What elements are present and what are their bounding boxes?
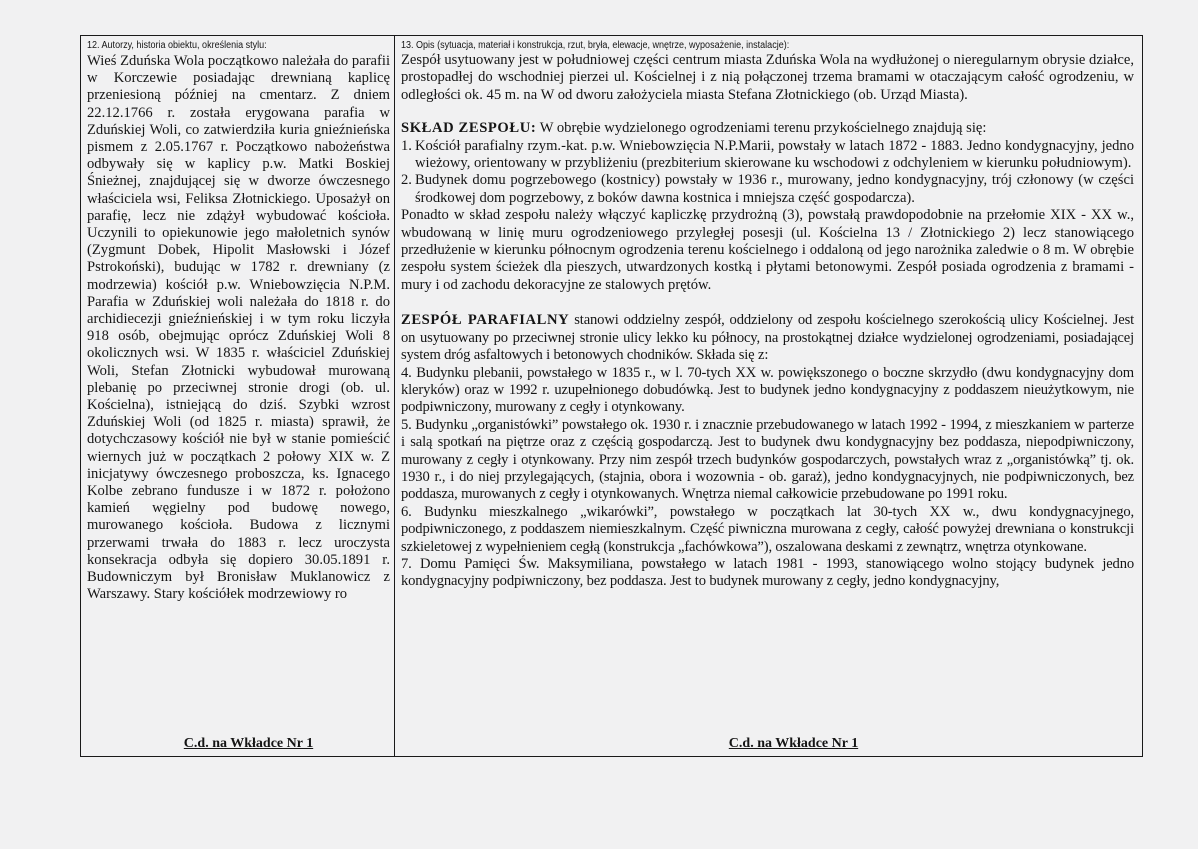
paragraph-5: 5. Budynku „organistówki” powstałego ok. 1930 r. i znacznie przebudowanego w latach 1992 - 1994, z mieszkaniem w parterze i salą spotkań na piętrze oraz z częścią gospodarczą. Jest to budynek dwu kondygnacyjny bez poddasza, niepodpiwniczony, murowany z cegły i otynkowany. Przy nim zespół trzech budynków gospodarczych, powstałych wraz z „organistówką” tj. ok. 1930 r., i do niej przylegających, (stajnia, obora i wozownia - ob. garaż), jedno kondygnacyjnych, nie podpiwniczonych, bez poddasza, murowanych z cegły i otynkowanych. Wnętrza niemal całkowicie przebudowane po 1991 roku. — [401, 416, 1134, 503]
list-item: 1. Kościół parafialny rzym.-kat. p.w. Wniebowzięcia N.P.Marii, powstały w latach 1872 - 1883. Jedno kondygnacyjny, jedno wieżowy, orientowany w przybliżeniu (prezbiterium skierowane ku wschodowi z odchyleniem w kierunku południowym). — [401, 137, 1134, 172]
history-text: Wieś Zduńska Wola początkowo należała do parafii w Korczewie posiadając drewnianą kaplicę przeniesioną później na cmentarz. Z dniem 22.12.1766 r. została erygowana parafia w Zduńskiej Woli, co zatwierdziła kuria gnieźnieńska pismem z 2.05.1767 r. Początkowo nabożeństwa odbywały się w kaplicy p.w. Matki Boskiej Śnieżnej, znajdującej się w dworze ówczesnego właściciela wsi, Feliksa Złotnickiego. Uposażył on parafię, lecz nie zdążył wybudować kościoła. Uczynili to opiekunowie jego małoletnich synów (Zygmunt Dobek, Hipolit Masłowski i Józef Pstrokoński), budując w 1782 r. drewniany (z modrzewia) kościół p.w. Wniebowzięcia N.P.M. Parafia w Zduńskiej woli należała do 1818 r. do archidiecezji gnieźnieńskiej i w tym roku liczyła 918 osób, obejmując oprócz Zduńskiej Woli 8 okolicznych wsi. W 1835 r. właściciel Zduńskiej Woli, Stefan Złotnicki wybudował murowaną plebanię po przeciwnej stronie drogi (ob. ul. Kościelna), istniejącą do dziś. Szybki wzrost Zduńskiej Woli (od 1825 r. miasta) sprawił, że dotychczasowy kościół nie był w stanie pomieścić wiernych już w początkach 2 połowy XIX w. Z inicjatywy ówczesnego proboszcza, ks. Ignacego Kolbe zebrano fundusze i w 1872 r. położono kamień węgielny pod budowę nowego, murowanego kościoła. Budowa z licznymi przerwami trwała do 1883 r. lecz uroczysta konsekracja odbyła się dopiero 30.05.1891 r. Budowniczym był Bronisław Muklanowicz z Warszawy. Stary kościółek modrzewiowy ro — [87, 53, 390, 603]
ponadto-paragraph: Ponadto w skład zespołu należy włączyć kapliczkę przydrożną (3), powstałą prawdopodobnie na przełomie XIX - XX w., wbudowaną w linię muru ogrodzeniowego przyległej posesji (ul. Kościelna 13 / Złotnickiego 2) lecz stanowiącego przedłużenie w kierunku północnym ogrodzenia terenu kościelnego i oddaloną od jego narożnika zaledwie o 8 m. W obrębie zespołu system ścieżek dla pieszych, utwardzonych kostką i płytami betonowymi. Zespół posiada ogrodzenia z bramami - mury i od zachodu dekoracyjne ze stalowych prętów. — [401, 207, 1134, 293]
history-column — [81, 36, 395, 756]
form-frame — [80, 35, 1143, 757]
description-column — [395, 36, 1142, 756]
list-item: 2. Budynek domu pogrzebowego (kostnicy) powstały w 1936 r., murowany, jedno kondygnacyjny, trój członowy (w części środkowej dom pogrzebowy, z boków dawna kostnica i mniejsza część gospodarcza). — [401, 172, 1134, 206]
sklad-intro: W obrębie wydzielonego ogrodzeniami terenu przykościelnego znajdują się: — [539, 120, 987, 137]
description-continuation-note: C.d. na Wkładce Nr 1 — [728, 736, 859, 751]
site-description: Zespół usytuowany jest w południowej części centrum miasta Zduńska Wola na wydłużonej o nieregularnym obrysie działce, prostopadłej do wschodniej pierzei ul. Kościelnej i z nią połączonej trzema bramami w otaczającym całość ogrodzeniu, w odległości ok. 45 m. na W od dworu założyciela miasta Stefana Złotnickiego (ob. Urząd Miasta). — [401, 52, 1134, 103]
description-heading: 13. Opis (sytuacja, materiał i konstrukcja, rzut, bryła, elewacje, wnętrze, wyposażenie, instalacje): — [401, 40, 790, 51]
paragraph-6: 6. Budynku mieszkalnego „wikarówki”, powstałego w początkach lat 30-tych XX w., dwu kondygnacyjnego, podpiwniczonego, z poddaszem niemieszkalnym. Część piwniczna murowana z cegły, całość powyżej drewniana o konstrukcji szkieletowej z wypełnieniem cegłą (konstrukcja „fachówkowa”), oszalowana deskami z zewnątrz, wnętrza otynkowane. — [401, 503, 1134, 555]
parafialny-label: ZESPÓŁ PARAFIALNY — [401, 312, 570, 329]
paragraph-4: 4. Budynku plebanii, powstałego w 1835 r., w l. 70-tych XX w. powiększonego o boczne skrzydło (dwu kondygnacyjny dom kleryków) oraz w 1992 r. uzupełnionego dobudówką. Jest to budynek jedno kondygnacyjny z poddaszem nieużytkowym, nie podpiwniczony, murowany z cegły i otynkowany. — [401, 364, 1134, 416]
history-heading: 12. Autorzy, historia obiektu, określenia stylu: — [87, 40, 267, 51]
parafialny-text: stanowi oddzielny zespół, oddzielony od zespołu kościelnego szerokością ulicy Kościelnej. Jest on usytuowany po przeciwnej stronie ulicy lekko ku północy, na prostokątnej działce wydzielonej ogrodzeniami, posiadającej system dróg asfaltowych i betonowych chodników. Składa się z: — [401, 312, 1135, 364]
paragraph-7: 7. Domu Pamięci Św. Maksymiliana, powstałego w latach 1981 - 1993, stanowiącego wolno stojący budynek jedno kondygnacyjny podpiwniczony, bez poddasza. Jest to budynek murowany z cegły, jedno kondygnacyjny, — [401, 555, 1134, 590]
sklad-label: SKŁAD ZESPOŁU: — [401, 120, 537, 137]
history-continuation-note: C.d. na Wkładce Nr 1 — [183, 736, 314, 751]
